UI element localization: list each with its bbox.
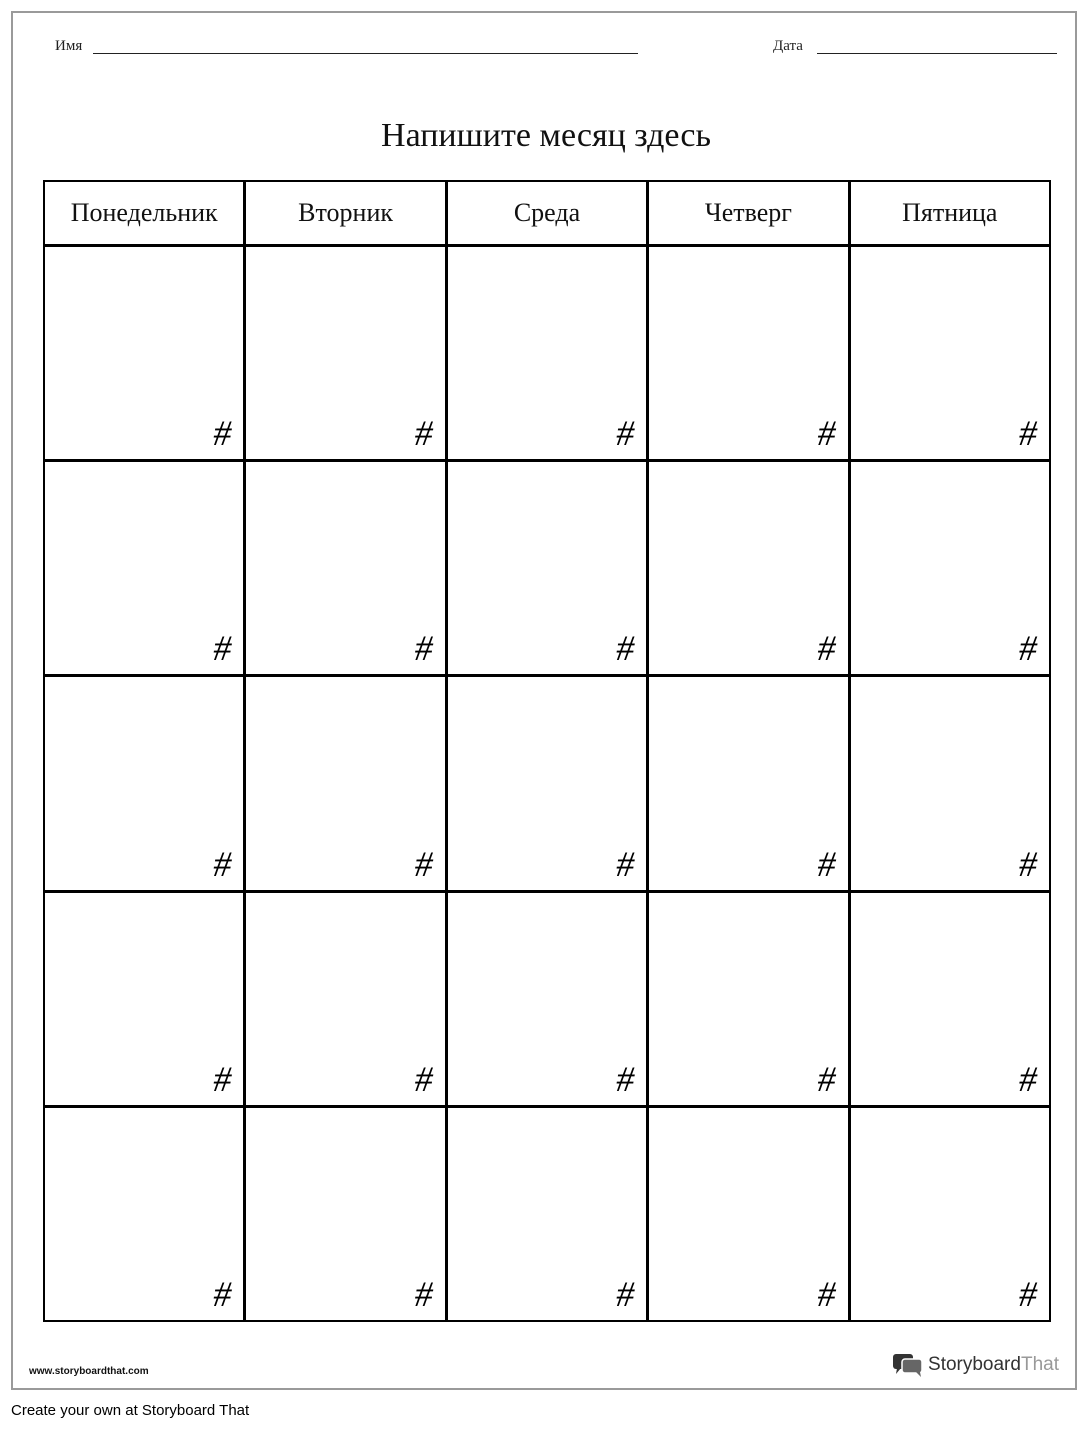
date-number-placeholder: # [213,1273,232,1314]
day-header: Пятница [851,182,1049,244]
day-cell[interactable] [448,462,646,674]
day-cell[interactable] [851,462,1049,674]
date-number-placeholder: # [414,413,433,454]
calendar-grid [43,180,1051,1322]
date-number-placeholder: # [616,628,635,669]
day-cell[interactable] [448,893,646,1105]
day-cell[interactable] [246,893,444,1105]
brand-logo [892,1352,1059,1378]
date-number-placeholder: # [414,628,433,669]
date-label: Дата [773,38,803,54]
day-cell[interactable] [649,893,847,1105]
date-number-placeholder: # [1018,1273,1037,1314]
day-cell[interactable] [851,1108,1049,1320]
day-cell[interactable] [246,247,444,459]
day-cell[interactable] [448,247,646,459]
day-cell[interactable] [649,677,847,889]
date-number-placeholder: # [213,1058,232,1099]
brand-name-part2: That [1020,1354,1059,1375]
date-number-placeholder: # [616,413,635,454]
name-label: Имя [55,38,83,54]
page-footer: Create your own at Storyboard That [11,1402,250,1419]
day-cell[interactable] [851,893,1049,1105]
day-cell[interactable] [649,1108,847,1320]
date-number-placeholder: # [1018,413,1037,454]
date-number-placeholder: # [1018,628,1037,669]
date-number-placeholder: # [817,1273,836,1314]
date-number-placeholder: # [414,1273,433,1314]
date-number-placeholder: # [1018,843,1037,884]
day-header: Понедельник [45,182,243,244]
day-header: Вторник [246,182,444,244]
day-cell[interactable] [45,677,243,889]
speech-bubble-icon [892,1352,924,1378]
date-number-placeholder: # [616,1273,635,1314]
site-url: www.storyboardthat.com [29,1366,149,1377]
day-cell[interactable] [246,677,444,889]
date-number-placeholder: # [616,843,635,884]
day-cell[interactable] [851,677,1049,889]
date-number-placeholder: # [616,1058,635,1099]
day-cell[interactable] [851,247,1049,459]
name-field-line[interactable] [93,53,638,54]
day-cell[interactable] [448,1108,646,1320]
day-cell[interactable] [246,462,444,674]
day-cell[interactable] [448,677,646,889]
date-number-placeholder: # [817,843,836,884]
date-field-line[interactable] [817,53,1057,54]
page-title: Напишите месяц здесь [381,117,711,154]
date-number-placeholder: # [213,628,232,669]
date-number-placeholder: # [414,1058,433,1099]
brand-name-part1: Storyboard [928,1354,1021,1375]
date-number-placeholder: # [1018,1058,1037,1099]
day-cell[interactable] [45,1108,243,1320]
day-cell[interactable] [246,1108,444,1320]
date-number-placeholder: # [414,843,433,884]
date-number-placeholder: # [213,843,232,884]
day-cell[interactable] [649,247,847,459]
day-cell[interactable] [45,893,243,1105]
date-number-placeholder: # [817,628,836,669]
day-cell[interactable] [45,247,243,459]
date-number-placeholder: # [817,413,836,454]
day-header: Четверг [649,182,847,244]
date-number-placeholder: # [817,1058,836,1099]
date-number-placeholder: # [213,413,232,454]
day-header: Среда [448,182,646,244]
day-cell[interactable] [649,462,847,674]
day-cell[interactable] [45,462,243,674]
